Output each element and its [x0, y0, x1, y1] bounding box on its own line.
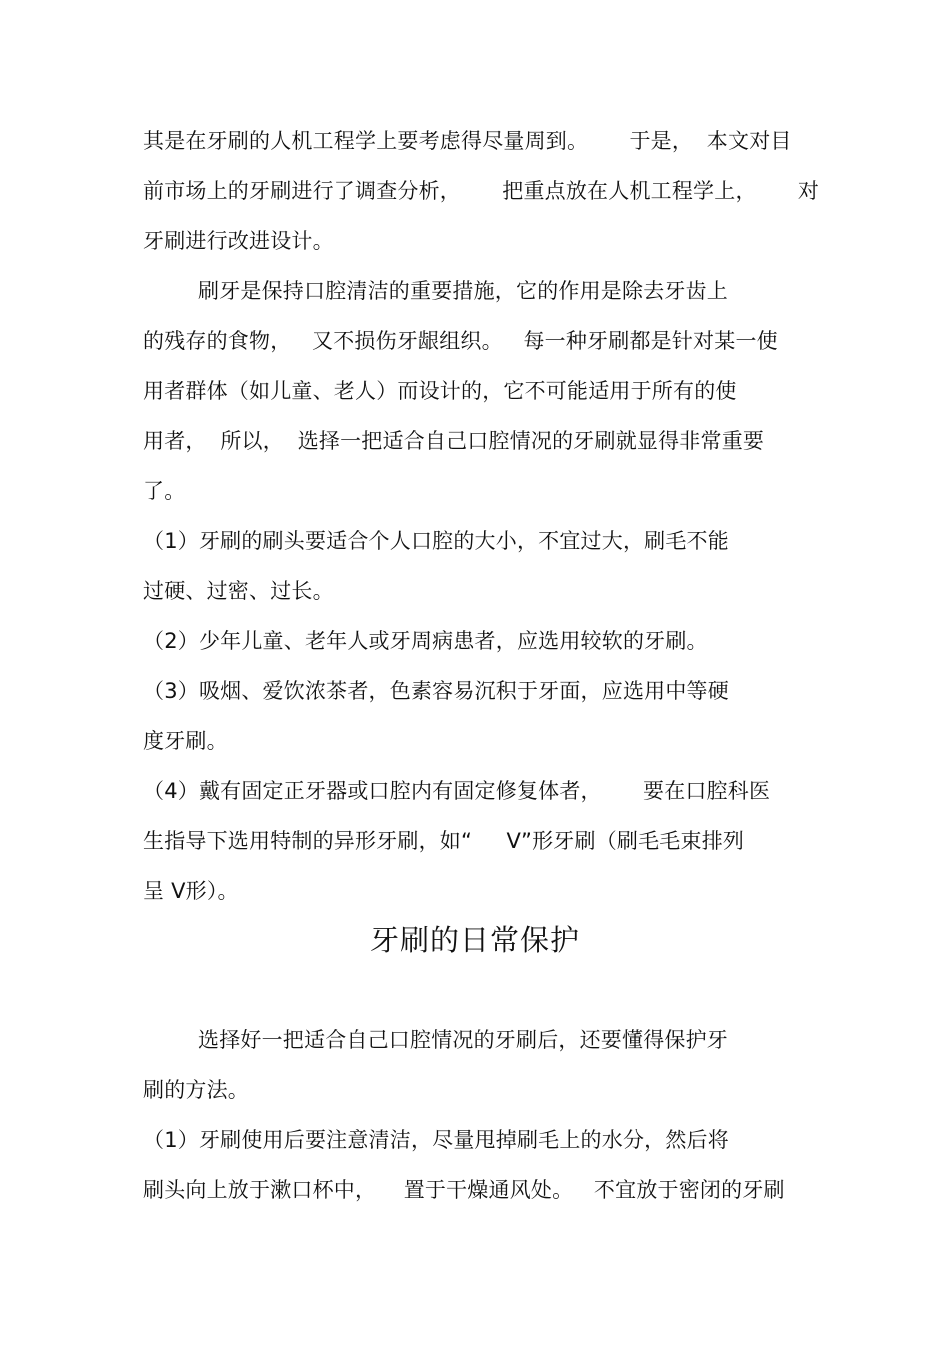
text-line: 前市场上的牙刷进行了调查分析， 把重点放在人机工程学上， 对: [143, 179, 820, 203]
text-line: 的残存的食物， 又不损伤牙龈组织。 每一种牙刷都是针对某一使: [143, 329, 778, 353]
text-line: （1）牙刷使用后要注意清洁，尽量甩掉刷毛上的水分，然后将: [143, 1128, 729, 1152]
text-line: 过硬、过密、过长。: [143, 579, 334, 603]
text-line: 刷头向上放于漱口杯中， 置于干燥通风处。 不宜放于密闭的牙刷: [143, 1178, 785, 1202]
text-line: 呈 V形）。: [143, 879, 239, 903]
text-line: （2）少年儿童、老年人或牙周病患者，应选用较软的牙刷。: [143, 629, 708, 653]
text-line: 其是在牙刷的人机工程学上要考虑得尽量周到。 于是， 本文对目: [143, 129, 792, 153]
text-line: 选择好一把适合自己口腔情况的牙刷后，还要懂得保护牙: [143, 1028, 728, 1052]
text-line: 用者群体（如儿童、老人）而设计的，它不可能适用于所有的使: [143, 379, 737, 403]
text-line: 度牙刷。: [143, 729, 228, 753]
text-line: （4）戴有固定正牙器或口腔内有固定修复体者， 要在口腔科医: [143, 779, 771, 803]
text-line: 生指导下选用特制的异形牙刷，如“ V”形牙刷（刷毛毛束排列: [143, 829, 745, 853]
text-line: 刷的方法。: [143, 1078, 249, 1102]
section-heading: 牙刷的日常保护: [369, 923, 580, 957]
text-line: 牙刷进行改进设计。: [143, 229, 334, 253]
text-line: 刷牙是保持口腔清洁的重要措施，它的作用是除去牙齿上: [143, 279, 728, 303]
text-line: 用者， 所以， 选择一把适合自己口腔情况的牙刷就显得非常重要: [143, 429, 765, 453]
text-line: 了。: [143, 479, 186, 503]
text-line: （1）牙刷的刷头要适合个人口腔的大小，不宜过大，刷毛不能: [143, 529, 729, 553]
text-line: （3）吸烟、爱饮浓茶者，色素容易沉积于牙面，应选用中等硬: [143, 679, 729, 703]
